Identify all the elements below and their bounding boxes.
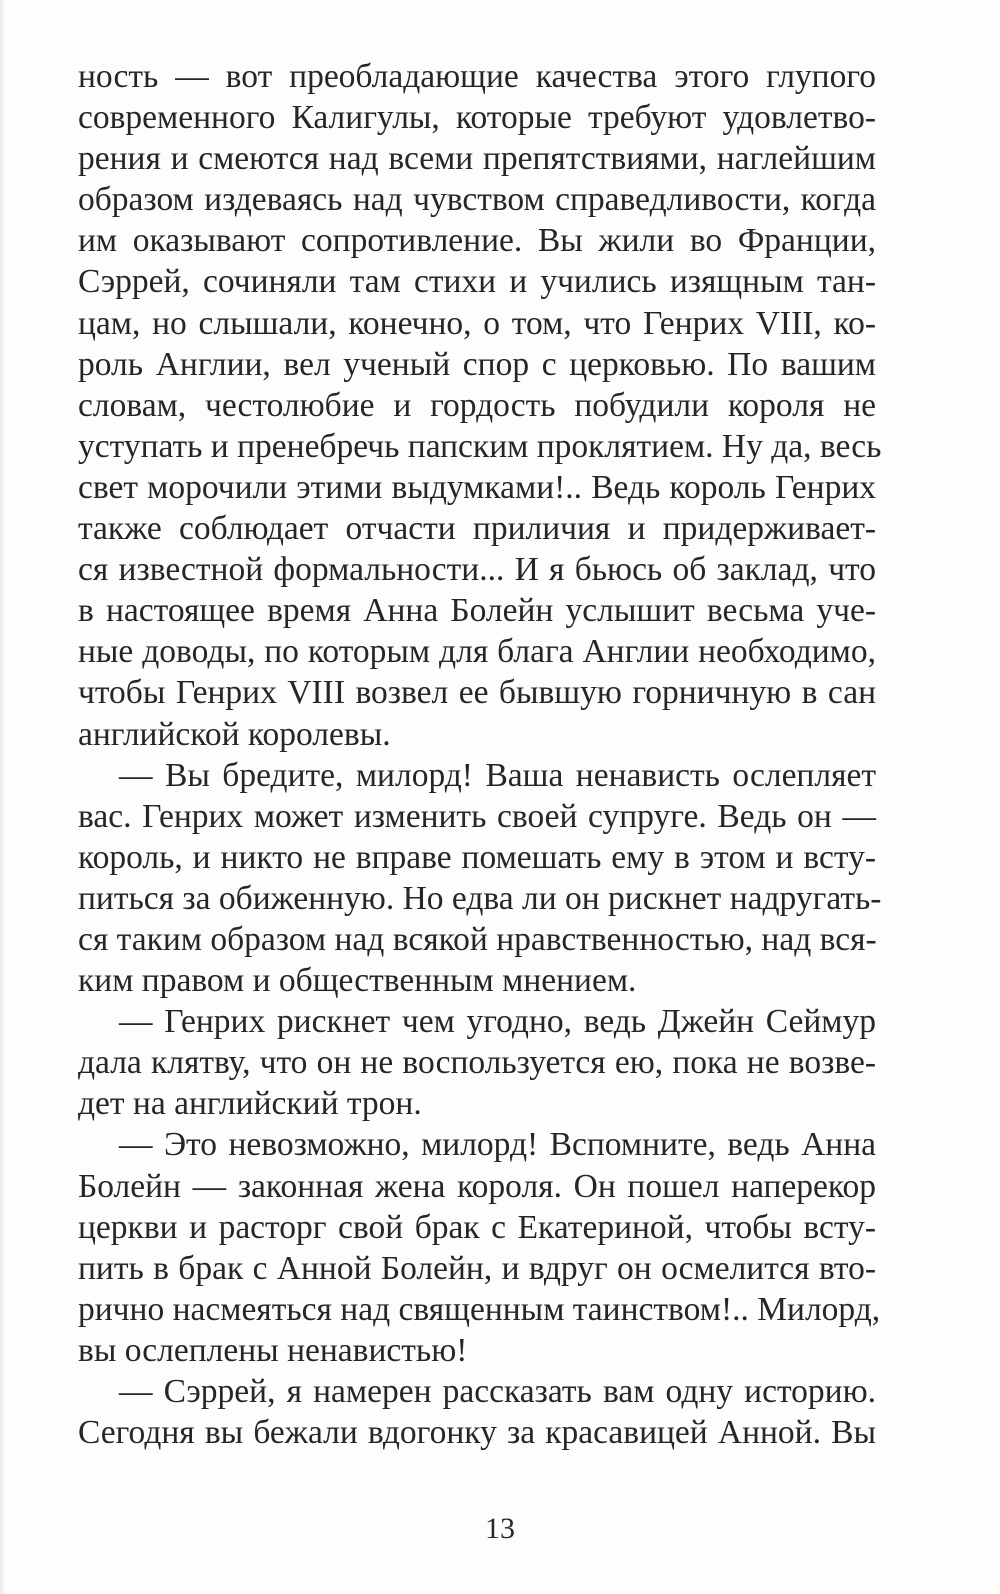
text-line: словам, честолюбие и гордость побудили короля не: [78, 386, 876, 424]
text-line: питься за обиженную. Но едва ли он рискнет надругать-: [78, 879, 882, 917]
paragraph-end-line: дет на английский трон.: [78, 1085, 422, 1123]
text-line: пить в брак с Анной Болейн, и вдруг он осмелится вто-: [78, 1249, 876, 1287]
text-line: также соблюдает отчасти приличия и придерживает-: [78, 510, 876, 548]
text-line: Сегодня вы бежали вдогонку за красавицей Анной. Вы: [78, 1414, 876, 1452]
body-text: [78, 56, 882, 1453]
text-line: уступать и пренебречь папским проклятием. Ну да, весь: [78, 427, 882, 465]
text-line: Сэррей, сочиняли там стихи и учились изящным тан-: [78, 263, 876, 301]
paragraph-end-line: вы ослеплены ненавистью!: [78, 1331, 468, 1369]
dialogue-line: — Генрих рискнет чем угодно, ведь Джейн Сеймур: [119, 1003, 876, 1041]
text-line: рично насмеяться над священным таинством!.. Милорд,: [78, 1290, 881, 1328]
text-line: церкви и расторг свой брак с Екатериной, чтобы всту-: [78, 1208, 876, 1246]
text-line: Болейн — законная жена короля. Он пошел наперекор: [78, 1167, 876, 1205]
text-line: цам, но слышали, конечно, о том, что Генрих VIII, ко-: [78, 304, 876, 342]
text-line: образом издеваясь над чувством справедливости, когда: [78, 181, 876, 219]
paragraph-end-line: английской королевы.: [78, 715, 391, 753]
text-line: роль Англии, вел ученый спор с церковью. По вашим: [78, 345, 876, 383]
dialogue-line: — Сэррей, я намерен рассказать вам одну историю.: [119, 1373, 876, 1410]
text-line: дала клятву, что он не воспользуется ею, пока не возве-: [78, 1044, 876, 1082]
page-number: 13: [485, 1512, 515, 1545]
text-line: ся известной формальности... И я бьюсь об заклад, что: [78, 551, 876, 589]
dialogue-line: — Вы бредите, милорд! Ваша ненависть ослепляет: [119, 756, 876, 794]
text-line: рения и смеются над всеми препятствиями, наглейшим: [78, 140, 876, 178]
text-line: в настоящее время Анна Болейн услышит весьма уче-: [78, 592, 876, 630]
dialogue-line: — Это невозможно, милорд! Вспомните, ведь Анна: [119, 1126, 876, 1164]
text-line: свет морочили этими выдумками!.. Ведь король Генрих: [78, 468, 876, 506]
text-line: ся таким образом над всякой нравственностью, над вся-: [78, 920, 877, 958]
text-line: король, и никто не вправе помешать ему в этом и всту-: [78, 838, 876, 876]
text-line: им оказывают сопротивление. Вы жили во Франции,: [78, 222, 876, 260]
paragraph-end-line: ким правом и общественным мнением.: [78, 962, 637, 1000]
text-line: чтобы Генрих VIII возвел ее бывшую горничную в сан: [78, 674, 876, 712]
text-line: ные доводы, по которым для блага Англии необходимо,: [78, 633, 876, 671]
text-line: ность — вот преобладающие качества этого глупого: [78, 58, 876, 95]
page-edge-shadow: [0, 0, 6, 1594]
text-line: вас. Генрих может изменить своей супруге. Ведь он —: [78, 797, 876, 835]
text-line: современного Калигулы, которые требуют удовлетво-: [78, 99, 876, 137]
